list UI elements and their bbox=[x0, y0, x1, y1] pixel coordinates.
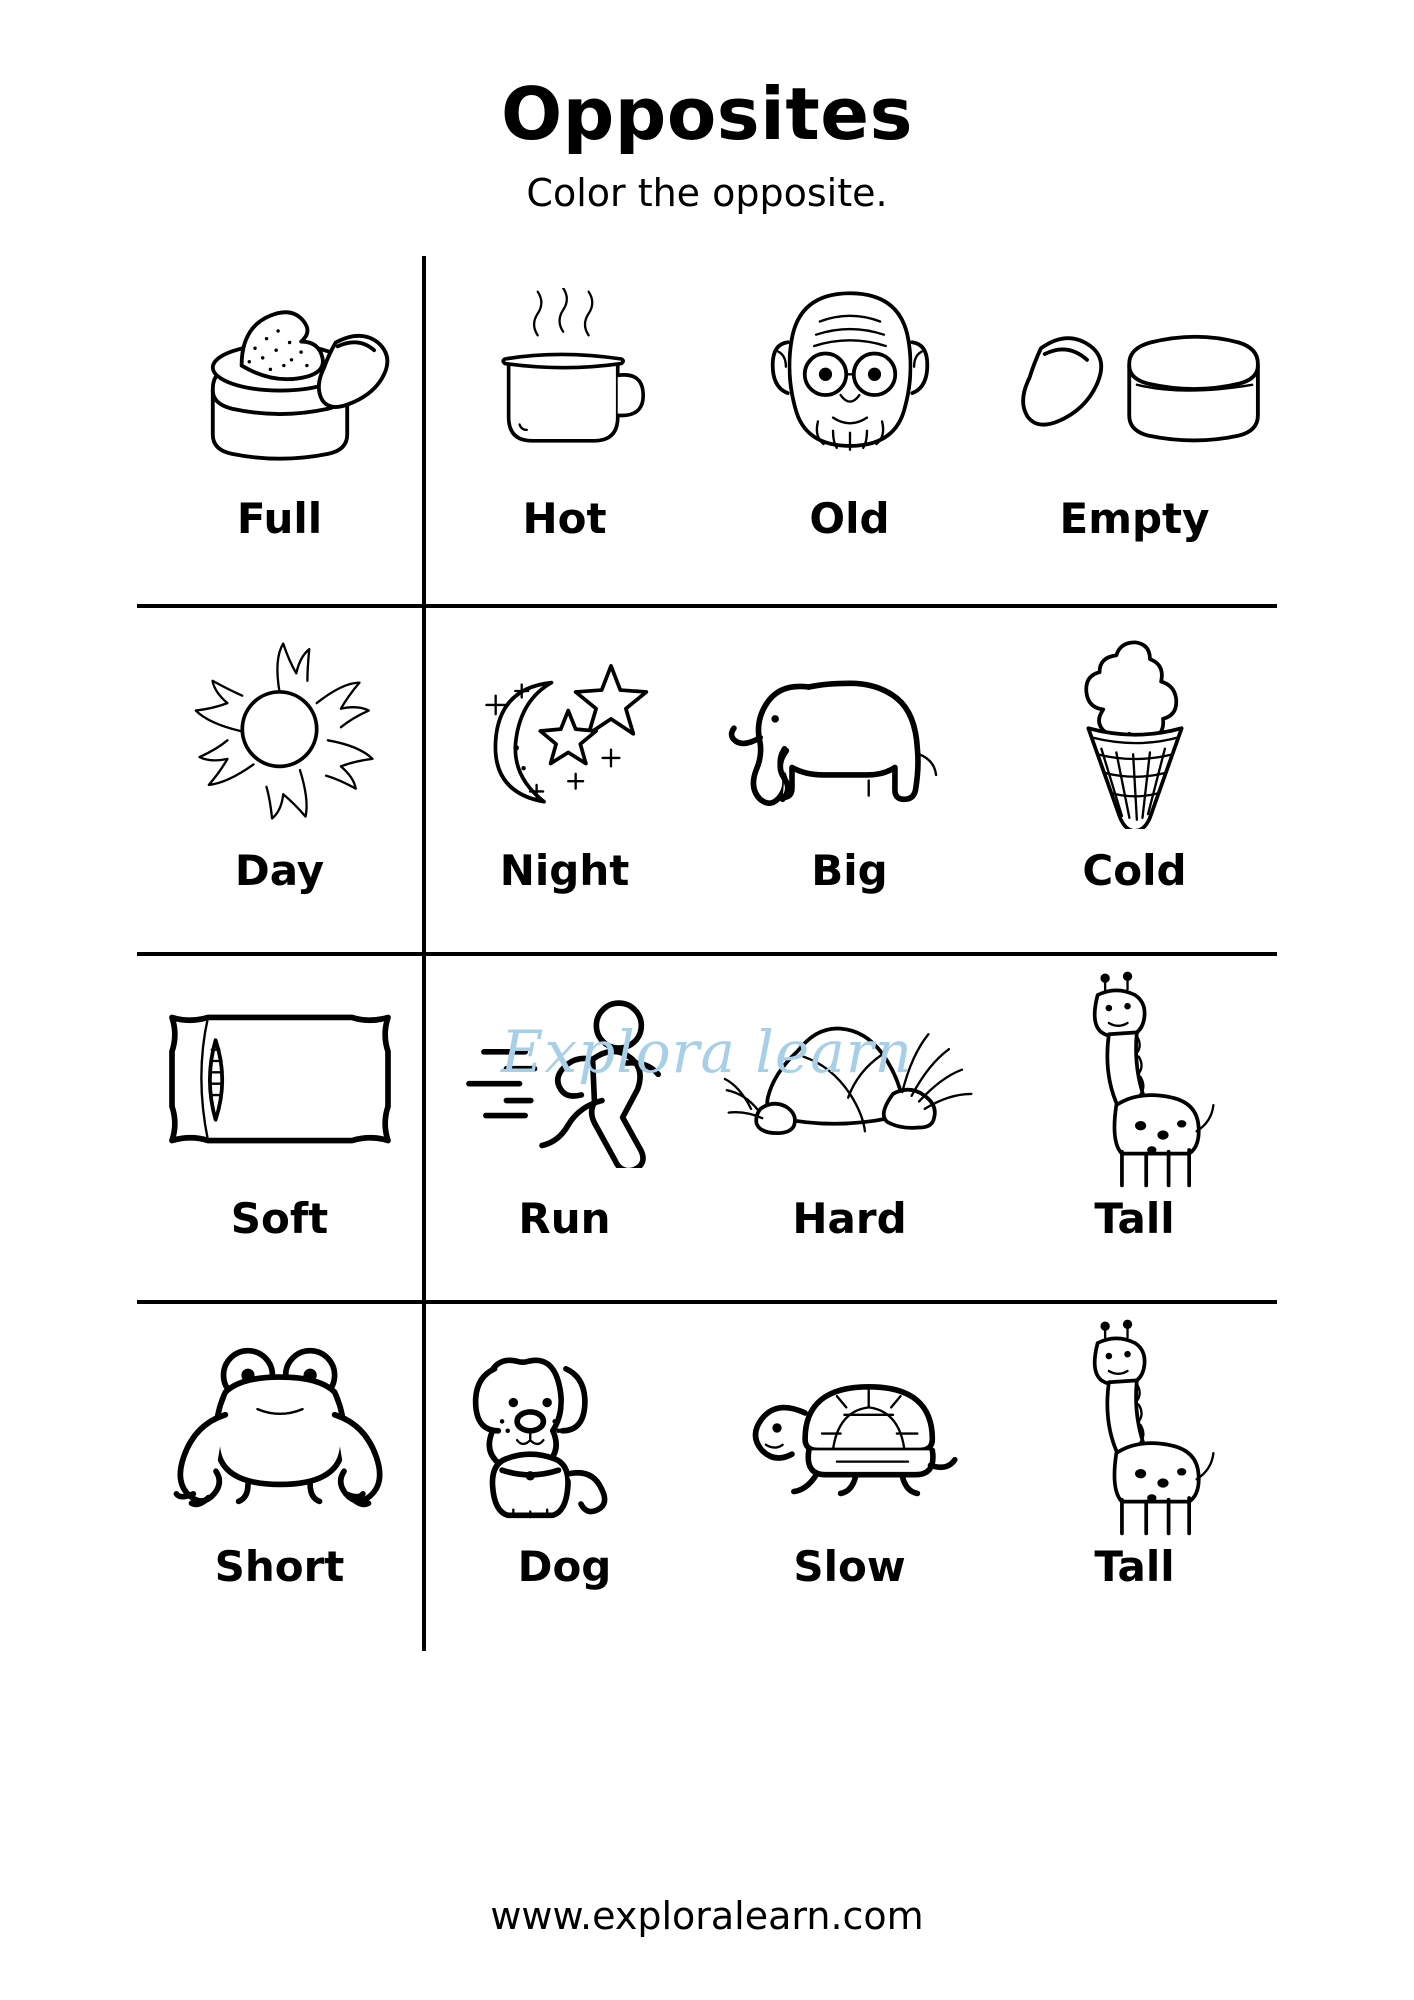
cell-label: Old bbox=[809, 494, 890, 543]
cell-label: Hard bbox=[792, 1194, 907, 1243]
dog-icon bbox=[422, 1304, 707, 1544]
full-jar-icon bbox=[137, 256, 422, 496]
ice-cream-cone-icon bbox=[992, 608, 1277, 848]
elephant-icon bbox=[707, 608, 992, 848]
cell-label: Tall bbox=[1094, 1542, 1175, 1591]
grid-cell-tall-1[interactable] bbox=[992, 956, 1277, 1300]
running-person-icon bbox=[422, 956, 707, 1196]
giraffe-icon bbox=[992, 1304, 1277, 1544]
grid-cell-night[interactable] bbox=[422, 608, 707, 952]
empty-jar-icon bbox=[992, 256, 1277, 496]
cell-label: Run bbox=[518, 1194, 611, 1243]
cell-label: Soft bbox=[230, 1194, 329, 1243]
hot-mug-icon bbox=[422, 256, 707, 496]
old-man-face-icon bbox=[707, 256, 992, 496]
footer-url: www.exploralearn.com bbox=[490, 1894, 924, 1938]
page-title: Opposites bbox=[501, 72, 913, 156]
grid-cell-big[interactable] bbox=[707, 608, 992, 952]
pillow-icon bbox=[137, 956, 422, 1196]
grid-cell-short[interactable] bbox=[137, 1304, 422, 1648]
cell-label: Full bbox=[236, 494, 323, 543]
cell-label: Empty bbox=[1059, 494, 1210, 543]
sun-icon bbox=[137, 608, 422, 848]
turtle-icon bbox=[707, 1304, 992, 1544]
moon-stars-icon bbox=[422, 608, 707, 848]
worksheet-header bbox=[0, 0, 1414, 215]
grid-row bbox=[137, 604, 1277, 952]
grid-cell-empty[interactable] bbox=[992, 256, 1277, 604]
cell-label: Slow bbox=[793, 1542, 906, 1591]
cell-label: Hot bbox=[522, 494, 607, 543]
cell-label: Day bbox=[234, 846, 325, 895]
cell-label: Big bbox=[811, 846, 888, 895]
grid-row bbox=[137, 952, 1277, 1300]
page-subtitle: Color the opposite. bbox=[526, 171, 888, 215]
rock-icon bbox=[707, 956, 992, 1196]
grid-cell-dog[interactable] bbox=[422, 1304, 707, 1648]
grid-cell-day[interactable] bbox=[137, 608, 422, 952]
grid-row bbox=[137, 256, 1277, 604]
cell-label: Night bbox=[499, 846, 630, 895]
cell-label: Cold bbox=[1082, 846, 1187, 895]
grid-cell-slow[interactable] bbox=[707, 1304, 992, 1648]
grid-cell-full[interactable] bbox=[137, 256, 422, 604]
opposites-grid bbox=[137, 256, 1277, 1651]
watermark: Explora learn bbox=[501, 1018, 913, 1086]
grid-cell-old[interactable] bbox=[707, 256, 992, 604]
grid-cell-hard[interactable] bbox=[707, 956, 992, 1300]
grid-cell-soft[interactable] bbox=[137, 956, 422, 1300]
grid-cell-hot[interactable] bbox=[422, 256, 707, 604]
cell-label: Dog bbox=[517, 1542, 612, 1591]
grid-cell-tall-2[interactable] bbox=[992, 1304, 1277, 1648]
grid-cell-run[interactable] bbox=[422, 956, 707, 1300]
grid-cell-cold[interactable] bbox=[992, 608, 1277, 952]
giraffe-icon bbox=[992, 956, 1277, 1196]
frog-icon bbox=[137, 1304, 422, 1544]
cell-label: Short bbox=[214, 1542, 345, 1591]
cell-label: Tall bbox=[1094, 1194, 1175, 1243]
grid-row bbox=[137, 1300, 1277, 1648]
